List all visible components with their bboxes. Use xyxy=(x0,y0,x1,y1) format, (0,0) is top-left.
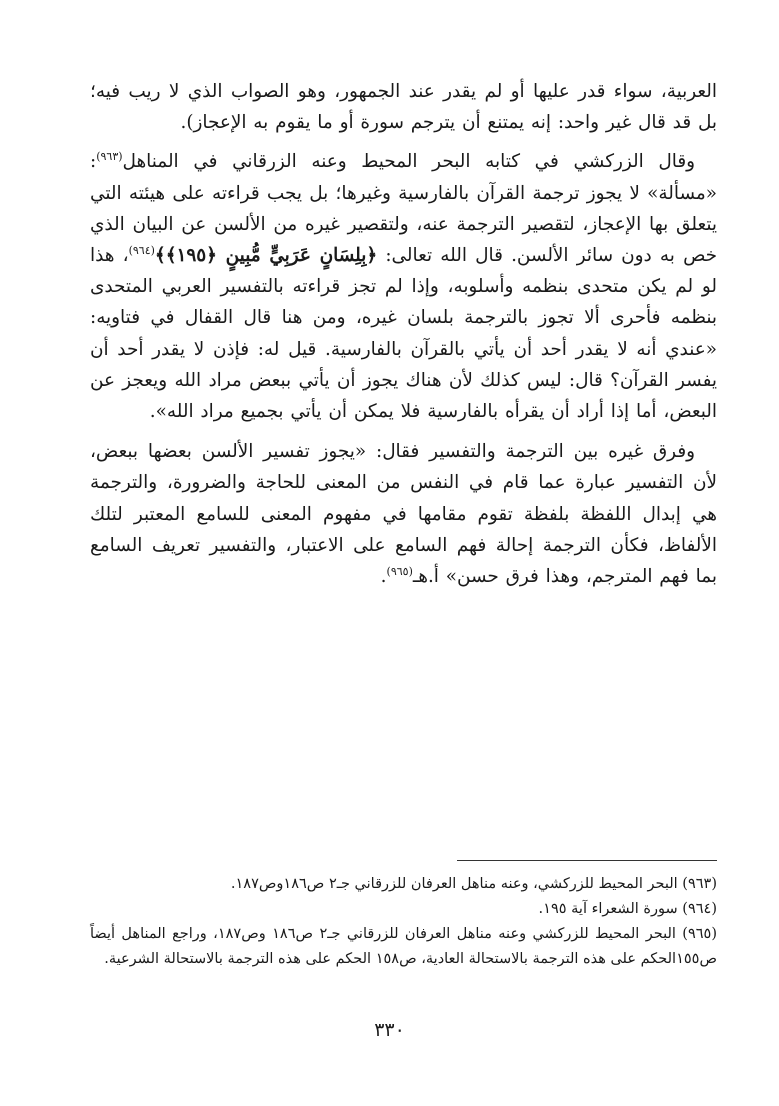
footnote-number: (٩٦٣) xyxy=(682,876,717,892)
paragraph-3 xyxy=(90,436,717,592)
paragraph-2-text-a: وقال الزركشي في كتابه البحر المحيط وعنه الزرقاني في المناهل xyxy=(122,151,695,173)
paragraph-2-text-b: : «مسألة» لا يجوز ترجمة القرآن بالفارسية وغيرها؛ بل يجب قراءته على هيئته التي يتعلق بها الإعجاز، لتقصير الترجمة عنه، ولتقصير غيره من الألسن عن البيان الذي خص به دون سائر الألسن. قال الله تعالى: xyxy=(90,151,718,267)
footnote-ref-965[interactable]: (٩٦٥) xyxy=(386,565,413,579)
page-number: ٣٣٠ xyxy=(374,1019,405,1041)
footnote-964 xyxy=(90,897,717,922)
footnote-divider xyxy=(457,860,717,861)
paragraph-1-text: العربية، سواء قدر عليها أو لم يقدر عند الجمهور، وهو الصواب الذي لا ريب فيه؛ بل قد قال غير واحد: إنه يمتنع أن يترجم سورة أو ما يقوم به الإعجاز). xyxy=(90,81,717,134)
paragraph-1 xyxy=(90,76,717,138)
footnote-text: سورة الشعراء آية ١٩٥. xyxy=(538,901,678,917)
paragraph-3-end: . xyxy=(380,566,387,588)
paragraph-2 xyxy=(90,146,717,427)
paragraph-2-text-c: ، هذا لو لم يكن متحدى بنظمه وأسلوبه، وإذا لم تجز قراءته بالتفسير العربي المتحدى بنظمه فأحرى ألا تجوز بالترجمة بلسان غيره، ومن هنا قال القفال في فتاويه: «عندي أنه لا يقدر أحد أن يأتي بالقرآن بالفارسية. قيل له: فإذن لا يقدر أحد أن يفسر القرآن؟ قال: ليس كذلك لأن هناك يجوز أن يأتي ببعض مراد الله ويعجز عن البعض، أما إذا أراد أن يقرأه بالفارسية فلا يمكن أن يأتي بجميع مراد الله». xyxy=(90,245,717,423)
paragraph-3-text: وفرق غيره بين الترجمة والتفسير فقال: «يجوز تفسير الألسن بعضها ببعض، لأن التفسير عبارة عما قام في النفس من المعنى للحاجة والضرورة، والترجمة هي إبدال اللفظة بلفظة تقوم مقامها في مفهوم المعنى للسامع المعتبر لتلك الألفاظ، فكأن الترجمة إحالة فهم السامع على الاعتبار، والتفسير تعريف السامع بما فهم المترجم، وهذا فرق حسن» أ.هـ xyxy=(90,441,717,588)
footnote-number: (٩٦٤) xyxy=(682,901,717,917)
footnote-ref-964[interactable]: (٩٦٤) xyxy=(128,244,155,258)
footnote-text: البحر المحيط للزركشي وعنه مناهل العرفان للزرقاني جـ٢ ص١٨٦ وص١٨٧، وراجع المناهل أيضاً ص١٥٥الحكم على هذه الترجمة بالاستحالة العادية، ص١٥٨ الحكم على هذه الترجمة بالاستحالة الشرعية. xyxy=(90,926,717,967)
footnote-text: البحر المحيط للزركشي، وعنه مناهل العرفان للزرقاني جـ٢ ص١٨٦وص١٨٧. xyxy=(230,876,678,892)
footnote-ref-963[interactable]: (٩٦٣) xyxy=(96,150,123,164)
footnote-965 xyxy=(90,922,717,972)
footnote-963 xyxy=(90,872,717,897)
footnotes-section xyxy=(90,860,717,972)
footnote-number: (٩٦٥) xyxy=(682,926,717,942)
quran-verse: ﴿بِلِسَانٍ عَرَبِيٍّ مُّبِينٍ ﴿١٩٥﴾﴾ xyxy=(154,245,378,267)
